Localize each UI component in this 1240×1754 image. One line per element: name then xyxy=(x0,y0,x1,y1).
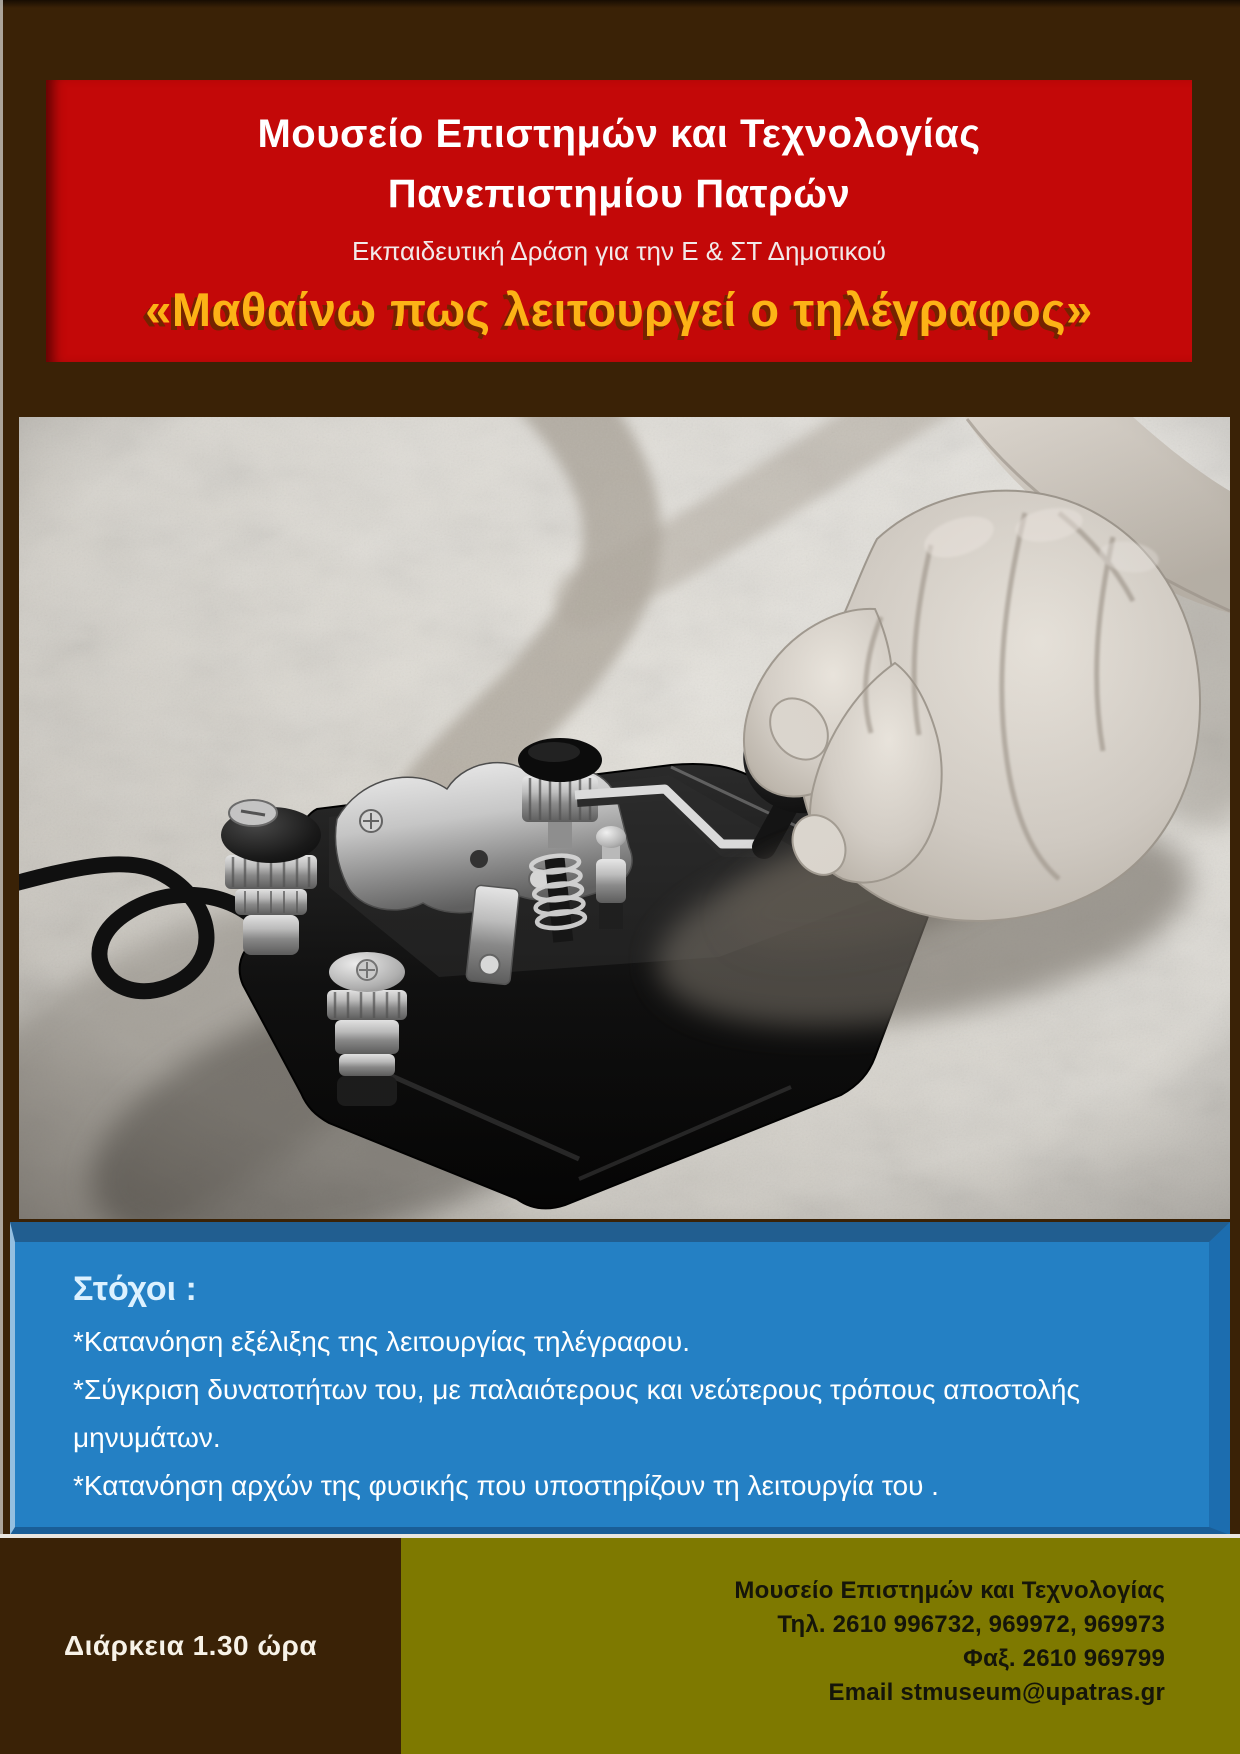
footer-band xyxy=(0,1538,1240,1754)
contact-block xyxy=(401,1574,1165,1710)
goal-item-3: *Κατανόηση αρχών της φυσικής που υποστηρίζουν τη λειτουργία του . xyxy=(73,1470,939,1501)
contact-name: Μουσείο Επιστημών και Τεχνολογίας xyxy=(734,1577,1165,1604)
goal-item-1: *Κατανόηση εξέλιξης της λειτουργίας τηλέγραφου. xyxy=(73,1326,690,1357)
goal-item-2: *Σύγκριση δυνατοτήτων του, με παλαιότερους και νεώτερους τρόπους αποστολής μηνυμάτων. xyxy=(73,1374,1080,1453)
contact-fax: Φαξ. 2610 969799 xyxy=(963,1645,1165,1672)
goals-content xyxy=(15,1242,1209,1510)
duration-text: Διάρκεια 1.30 ώρα xyxy=(64,1630,318,1661)
museum-title-line1: Μουσείο Επιστημών και Τεχνολογίας xyxy=(257,112,981,156)
telegraph-photo-illustration xyxy=(19,417,1230,1219)
left-edge-scan-artifact xyxy=(0,0,3,1534)
footer-contact-panel xyxy=(401,1538,1240,1754)
goals-panel xyxy=(10,1222,1230,1535)
footer-left-panel xyxy=(0,1538,401,1754)
museum-title-line2: Πανεπιστημίου Πατρών xyxy=(387,172,851,216)
contact-email: Email stmuseum@upatras.gr xyxy=(828,1679,1165,1706)
header-subtitle: Εκπαιδευτική Δράση για την Ε & ΣΤ Δημοτικού xyxy=(352,236,886,266)
telegraph-key-photo xyxy=(19,417,1230,1219)
photo-vignette xyxy=(19,417,1230,1219)
contact-phone: Τηλ. 2610 996732, 969972, 969973 xyxy=(777,1611,1165,1638)
goals-heading: Στόχοι : xyxy=(73,1270,197,1308)
top-edge-shade xyxy=(0,0,1240,8)
header-slogan: «Μαθαίνω πως λειτουργεί ο τηλέγραφος» xyxy=(145,283,1093,336)
header-banner xyxy=(46,80,1192,362)
